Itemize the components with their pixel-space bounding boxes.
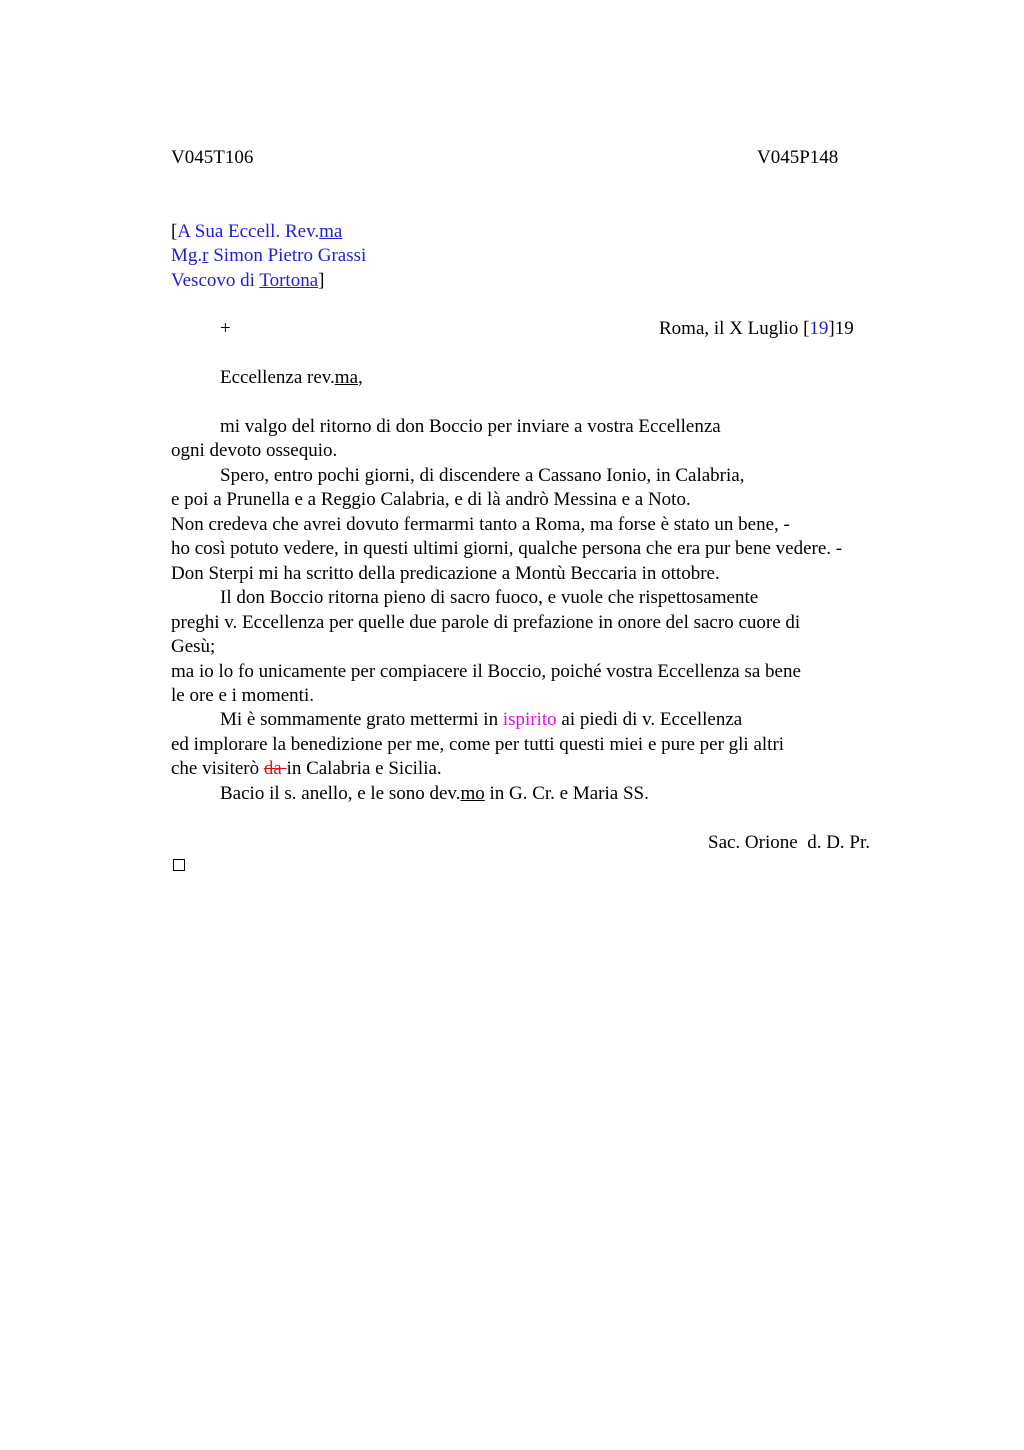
body-line-10: Gesù; xyxy=(171,636,216,657)
address-line-3 xyxy=(171,269,324,293)
salutation-text: Eccellenza rev. xyxy=(220,367,335,388)
body-line-16-post: in G. Cr. e Maria SS. xyxy=(484,783,649,804)
dateline-year: ]19 xyxy=(828,318,854,339)
address-line-1 xyxy=(171,220,342,244)
body-line-13 xyxy=(220,708,742,732)
dateline xyxy=(659,317,854,341)
address-name: Simon Pietro Grassi xyxy=(208,245,367,266)
address-place-link[interactable]: Tortona xyxy=(259,270,319,291)
signature: Sac. Orione d. D. Pr. xyxy=(708,832,871,853)
body-line-15 xyxy=(171,757,442,781)
body-line-7: Don Sterpi mi ha scritto della predicazione a Montù Beccaria in ottobre. xyxy=(171,563,720,584)
body-line-11: ma io lo fo unicamente per compiacere il Boccio, poiché vostra Eccellenza sa bene xyxy=(171,661,801,682)
closing-abbrev: mo xyxy=(460,783,485,804)
salutation-comma: , xyxy=(358,367,363,388)
doc-code-right: V045P148 xyxy=(757,147,839,168)
end-square-icon xyxy=(173,859,185,871)
address-recipient-title: A Sua Eccell. Rev. xyxy=(177,221,320,242)
address-role: Vescovo di xyxy=(171,270,260,291)
struck-word: da xyxy=(263,758,287,779)
body-line-6: ho così potuto vedere, in questi ultimi giorni, qualche persona che era pur bene vedere. - xyxy=(171,538,843,559)
dateline-year-fill: 19 xyxy=(809,318,829,339)
body-line-15-pre: che visiterò xyxy=(171,758,264,779)
dateline-text: Roma, il X Luglio [ xyxy=(659,318,810,339)
body-line-16 xyxy=(220,782,649,806)
body-line-13-pre: Mi è sommamente grato mettermi in xyxy=(220,709,503,730)
body-line-8: Il don Boccio ritorna pieno di sacro fuoco, e vuole che rispettosamente xyxy=(220,587,759,608)
body-line-3: Spero, entro pochi giorni, di discendere a Cassano Ionio, in Calabria, xyxy=(220,465,745,486)
body-line-5: Non credeva che avrei dovuto fermarmi tanto a Roma, ma forse è stato un bene, - xyxy=(171,514,790,535)
body-line-13-post: ai piedi di v. Eccellenza xyxy=(556,709,743,730)
salutation-abbrev: ma xyxy=(334,367,359,388)
address-abbrev-r: r xyxy=(202,245,209,266)
body-line-16-pre: Bacio il s. anello, e le sono dev. xyxy=(220,783,461,804)
bracket-close: ] xyxy=(318,270,325,291)
doc-code-left: V045T106 xyxy=(171,147,254,168)
address-mg: Mg. xyxy=(171,245,203,266)
body-line-12: le ore e i momenti. xyxy=(171,685,314,706)
body-line-15-post: in Calabria e Sicilia. xyxy=(286,758,442,779)
body-line-1: mi valgo del ritorno di don Boccio per inviare a vostra Eccellenza xyxy=(220,416,721,437)
body-line-14: ed implorare la benedizione per me, come per tutti questi miei e pure per gli altri xyxy=(171,734,785,755)
salutation xyxy=(220,366,363,390)
address-abbrev-ma: ma xyxy=(319,221,343,242)
highlighted-word: ispirito xyxy=(502,709,557,730)
body-line-2: ogni devoto ossequio. xyxy=(171,440,338,461)
body-line-4: e poi a Prunella e a Reggio Calabria, e di là andrò Messina e a Noto. xyxy=(171,489,691,510)
bracket-open: [ xyxy=(171,221,178,242)
address-line-2 xyxy=(171,244,366,268)
body-line-9: preghi v. Eccellenza per quelle due parole di prefazione in onore del sacro cuore di xyxy=(171,612,801,633)
cross-mark: + xyxy=(220,318,231,339)
